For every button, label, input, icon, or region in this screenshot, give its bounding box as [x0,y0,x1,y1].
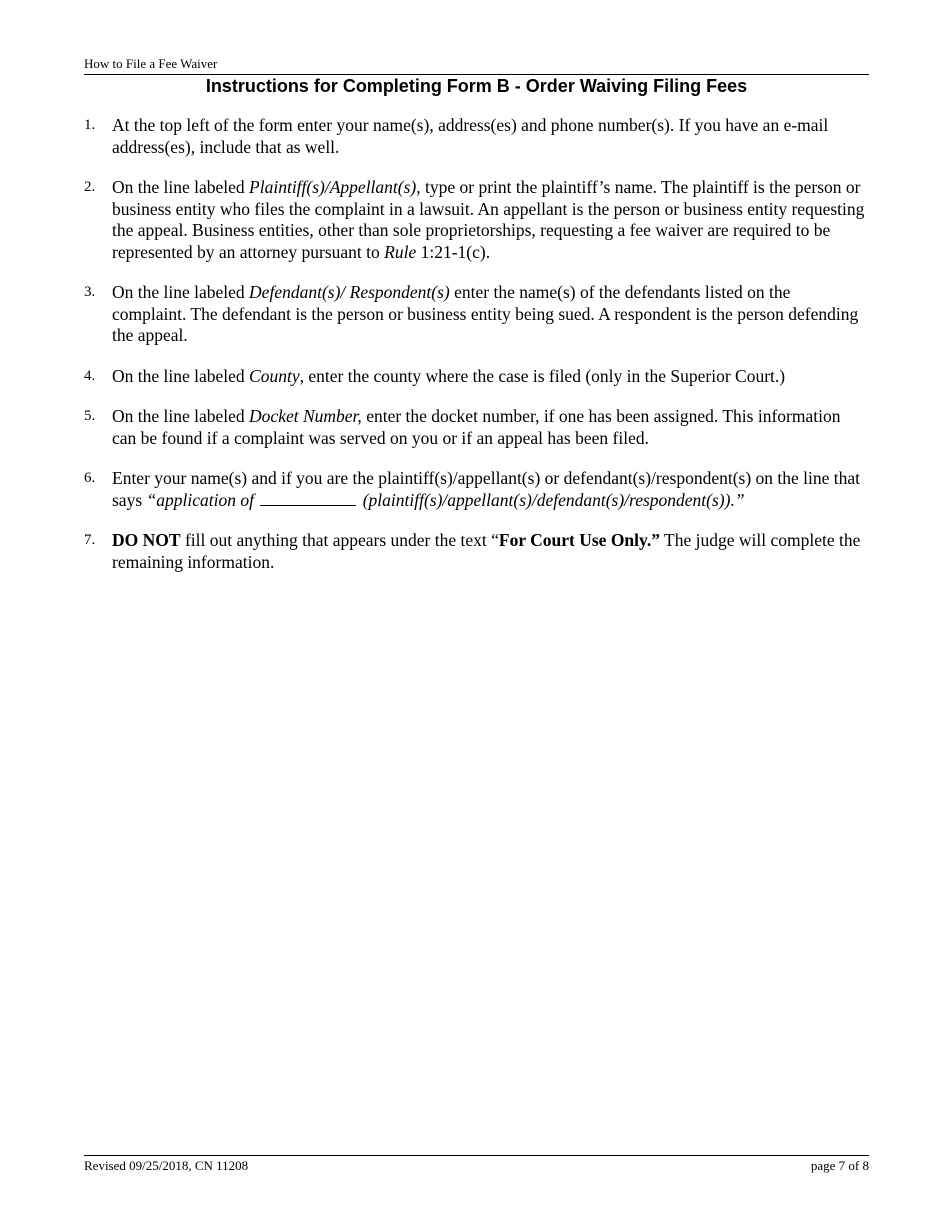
field-label-plaintiff: Plaintiff(s)/Appellant(s), [249,177,421,197]
step-number: 6. [84,470,96,486]
step-text: At the top left of the form enter your name(s), address(es) and phone number(s). If you have an e-mail address(es), include that as well. [112,115,829,157]
revision-note: Revised 09/25/2018, CN 11208 [84,1158,249,1173]
running-header-title: How to File a Fee Waiver [84,56,218,71]
quote-application-of: “application of [146,489,254,510]
instruction-step-2 [84,177,869,263]
instruction-step-3 [84,282,869,347]
page-number: page 7 of 8 [810,1158,869,1173]
field-label-defendant: Defendant(s)/ Respondent(s) [249,282,450,302]
step-text-pre: Enter your name(s) and if you are the plaintiff(s)/appellant(s) or defendant(s)/respondent(s) on the line that says [112,468,861,510]
step-number: 3. [84,284,96,300]
instruction-step-5 [84,406,869,449]
step-text-pre: On the line labeled [112,406,250,426]
blank-line [260,491,356,506]
step-number: 5. [84,408,96,424]
instruction-step-4 [84,366,869,388]
field-label-county: County [249,365,300,386]
step-number: 1. [84,117,96,133]
page-title: Instructions for Completing Form B - Order Waiving Filing Fees [205,76,748,96]
warning-do-not: DO NOT [112,530,181,550]
step-text-post: The judge will complete the remaining information. [112,530,861,572]
instruction-step-7 [84,530,869,573]
step-text-post: enter the docket number, if one has been assigned. This information can be found if a complaint was served on you or if an appeal has been filed. [112,406,841,448]
step-text-post: enter the name(s) of the defendants listed on the complaint. The defendant is the person or business entity being sued. A respondent is the person defending the appeal. [112,282,859,345]
step-text-mid: fill out anything that appears under the text “ [180,530,499,550]
instruction-step-6 [84,468,869,511]
running-header [84,56,869,75]
step-number: 7. [84,532,96,548]
instruction-list [84,115,869,592]
step-text-post: 1:21-1(c). [416,241,491,262]
step-text-pre: On the line labeled [112,365,250,386]
step-number: 2. [84,179,96,195]
running-footer [84,1155,869,1174]
quote-party-roles: (plaintiff(s)/appellant(s)/defendant(s)/respondent(s)).” [362,489,745,510]
step-number: 4. [84,367,96,384]
step-text-post: , enter the county where the case is filed (only in the Superior Court.) [299,365,786,386]
step-text-mid: type or print the plaintiff’s name. The plaintiff is the person or business entity who files the complaint in a lawsuit. An appellant is the person or business entity requesting the appeal. Business entities, other than sole proprietorships, requesting a fee waiver are required to be represented by an attorney pursuant to [112,177,865,262]
rule-word: Rule [384,241,417,262]
field-label-docket-number: Docket Number, [249,406,362,426]
step-text-pre: On the line labeled [112,177,250,197]
step-text-pre: On the line labeled [112,282,250,302]
instruction-step-1 [84,115,869,158]
for-court-use-only: For Court Use Only.” [498,530,660,550]
